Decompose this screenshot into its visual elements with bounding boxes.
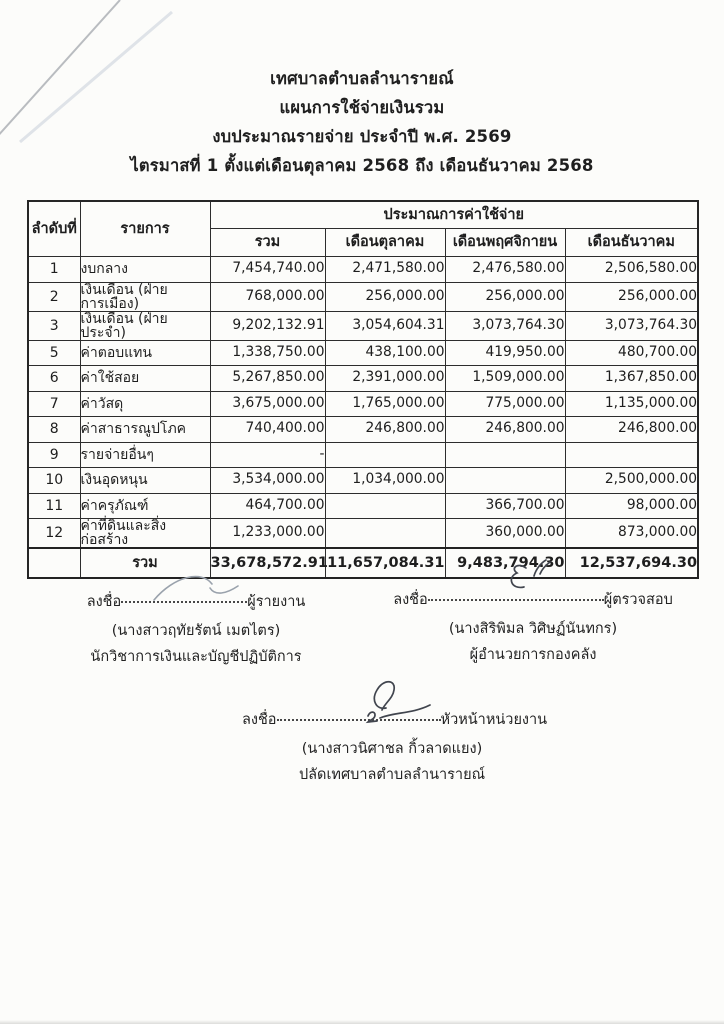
row-total: 1,338,750.00: [210, 340, 325, 366]
title-budget-year: งบประมาณรายจ่าย ประจำปี พ.ศ. 2569: [212, 127, 512, 146]
row-december: 246,800.00: [565, 417, 698, 443]
row-no: 8: [28, 417, 80, 443]
signer-name: (นางสาวนิศาชล กิ้วลาดแยง): [301, 741, 483, 757]
signature-line: [78, 592, 314, 612]
row-november: 1,509,000.00: [445, 366, 565, 392]
row-december: 480,700.00: [565, 340, 698, 366]
signature-block-reporter: [78, 592, 314, 667]
row-no: 10: [28, 468, 80, 494]
row-december: 1,135,000.00: [565, 391, 698, 417]
row-no: 9: [28, 442, 80, 468]
table-row: [28, 340, 698, 366]
row-december: 1,367,850.00: [565, 366, 698, 392]
row-item: ค่าสาธารณูปโภค: [80, 417, 210, 443]
signer-position: นักวิชาการเงินและบัญชีปฏิบัติการ: [90, 649, 302, 665]
row-december: 256,000.00: [565, 282, 698, 311]
row-item: ค่าใช้สอย: [80, 366, 210, 392]
row-total: 7,454,740.00: [210, 257, 325, 283]
table-row: [28, 493, 698, 519]
row-october: [325, 519, 445, 549]
row-october: 256,000.00: [325, 282, 445, 311]
row-item: ค่าที่ดินและสิ่งก่อสร้าง: [80, 519, 210, 549]
summary-total: 33,678,572.91: [210, 548, 325, 578]
row-no: 6: [28, 366, 80, 392]
row-item: เงินเดือน (ฝ่ายการเมือง): [80, 282, 210, 311]
table-summary-row: [28, 548, 698, 578]
table-row: [28, 366, 698, 392]
row-no: 7: [28, 391, 80, 417]
sign-prefix-label: ลงชื่อ: [242, 712, 277, 728]
row-item: เงินเดือน (ฝ่ายประจำ): [80, 311, 210, 340]
signer-name: (นางสิริพิมล วิศิษฏ์นันทกร): [448, 621, 618, 637]
row-total: 768,000.00: [210, 282, 325, 311]
row-october: 1,765,000.00: [325, 391, 445, 417]
row-december: [565, 442, 698, 468]
row-november: 419,950.00: [445, 340, 565, 366]
summary-december: 12,537,694.30: [565, 548, 698, 578]
row-item: ค่าตอบแทน: [80, 340, 210, 366]
col-header-october: เดือนตุลาคม: [325, 229, 445, 257]
dotted-signature-line: [428, 595, 604, 601]
summary-label: รวม: [80, 548, 210, 578]
row-item: ค่าครุภัณฑ์: [80, 493, 210, 519]
row-total: 464,700.00: [210, 493, 325, 519]
table-header-row-1: [28, 201, 698, 229]
table-row: [28, 282, 698, 311]
col-header-november: เดือนพฤศจิกายน: [445, 229, 565, 257]
row-no: 2: [28, 282, 80, 311]
row-december: 873,000.00: [565, 519, 698, 549]
document-title-block: [0, 64, 724, 180]
signer-position: ผู้อำนวยการกองคลัง: [469, 647, 597, 663]
sign-prefix-label: ลงชื่อ: [86, 594, 122, 610]
table-row: [28, 257, 698, 283]
row-total: 3,534,000.00: [210, 468, 325, 494]
row-october: 246,800.00: [325, 417, 445, 443]
budget-table: [27, 200, 699, 579]
sign-role-label: ผู้รายงาน: [247, 594, 306, 610]
signature-line: [386, 590, 680, 610]
col-header-total: รวม: [210, 229, 325, 257]
row-november: 256,000.00: [445, 282, 565, 311]
row-november: 775,000.00: [445, 391, 565, 417]
row-item: งบกลาง: [80, 257, 210, 283]
row-december: 98,000.00: [565, 493, 698, 519]
signature-block-auditor: [386, 590, 680, 665]
row-november: [445, 442, 565, 468]
summary-october: 11,657,084.31: [325, 548, 445, 578]
row-october: 1,034,000.00: [325, 468, 445, 494]
row-december: 3,073,764.30: [565, 311, 698, 340]
table-row: [28, 468, 698, 494]
col-header-group: ประมาณการค่าใช้จ่าย: [210, 201, 698, 229]
summary-november: 9,483,794.30: [445, 548, 565, 578]
sign-prefix-label: ลงชื่อ: [393, 592, 428, 608]
row-october: [325, 493, 445, 519]
signer-position: ปลัดเทศบาลตำบลลำนารายณ์: [298, 767, 486, 783]
row-no: 1: [28, 257, 80, 283]
signature-block-head: [242, 710, 548, 785]
col-header-december: เดือนธันวาคม: [565, 229, 698, 257]
signature-line: [242, 710, 548, 730]
row-november: [445, 468, 565, 494]
row-october: 2,391,000.00: [325, 366, 445, 392]
row-total: 1,233,000.00: [210, 519, 325, 549]
row-december: 2,500,000.00: [565, 468, 698, 494]
row-total: 3,675,000.00: [210, 391, 325, 417]
table-row: [28, 519, 698, 549]
row-november: 360,000.00: [445, 519, 565, 549]
row-total: 5,267,850.00: [210, 366, 325, 392]
col-header-item: รายการ: [80, 201, 210, 257]
row-november: 246,800.00: [445, 417, 565, 443]
row-december: 2,506,580.00: [565, 257, 698, 283]
title-plan: แผนการใช้จ่ายเงินรวม: [279, 98, 445, 117]
row-total: 740,400.00: [210, 417, 325, 443]
row-total: 9,202,132.91: [210, 311, 325, 340]
row-november: 366,700.00: [445, 493, 565, 519]
row-november: 2,476,580.00: [445, 257, 565, 283]
row-no: 12: [28, 519, 80, 549]
signer-name: (นางสาวฤทัยรัตน์ เมตไตร): [111, 623, 281, 639]
title-quarter: ไตรมาสที่ 1 ตั้งแต่เดือนตุลาคม 2568 ถึง เดือนธันวาคม 2568: [130, 156, 594, 175]
row-item: เงินอุดหนุน: [80, 468, 210, 494]
table-row: [28, 417, 698, 443]
sign-role-label: ผู้ตรวจสอบ: [603, 592, 673, 608]
row-item: ค่าวัสดุ: [80, 391, 210, 417]
row-november: 3,073,764.30: [445, 311, 565, 340]
row-no: 3: [28, 311, 80, 340]
row-october: 438,100.00: [325, 340, 445, 366]
col-header-no: ลำดับที่: [28, 201, 80, 257]
dotted-signature-line: [277, 715, 441, 721]
title-org: เทศบาลตำบลลำนารายณ์: [270, 69, 454, 88]
row-october: 2,471,580.00: [325, 257, 445, 283]
sign-role-label: หัวหน้าหน่วยงาน: [440, 712, 548, 728]
table-row: [28, 391, 698, 417]
summary-empty-cell: [28, 548, 80, 578]
row-item: รายจ่ายอื่นๆ: [80, 442, 210, 468]
row-total: -: [210, 442, 325, 468]
row-october: 3,054,604.31: [325, 311, 445, 340]
row-no: 11: [28, 493, 80, 519]
table-row: [28, 442, 698, 468]
dotted-signature-line: [121, 597, 247, 603]
row-no: 5: [28, 340, 80, 366]
row-october: [325, 442, 445, 468]
table-row: [28, 311, 698, 340]
